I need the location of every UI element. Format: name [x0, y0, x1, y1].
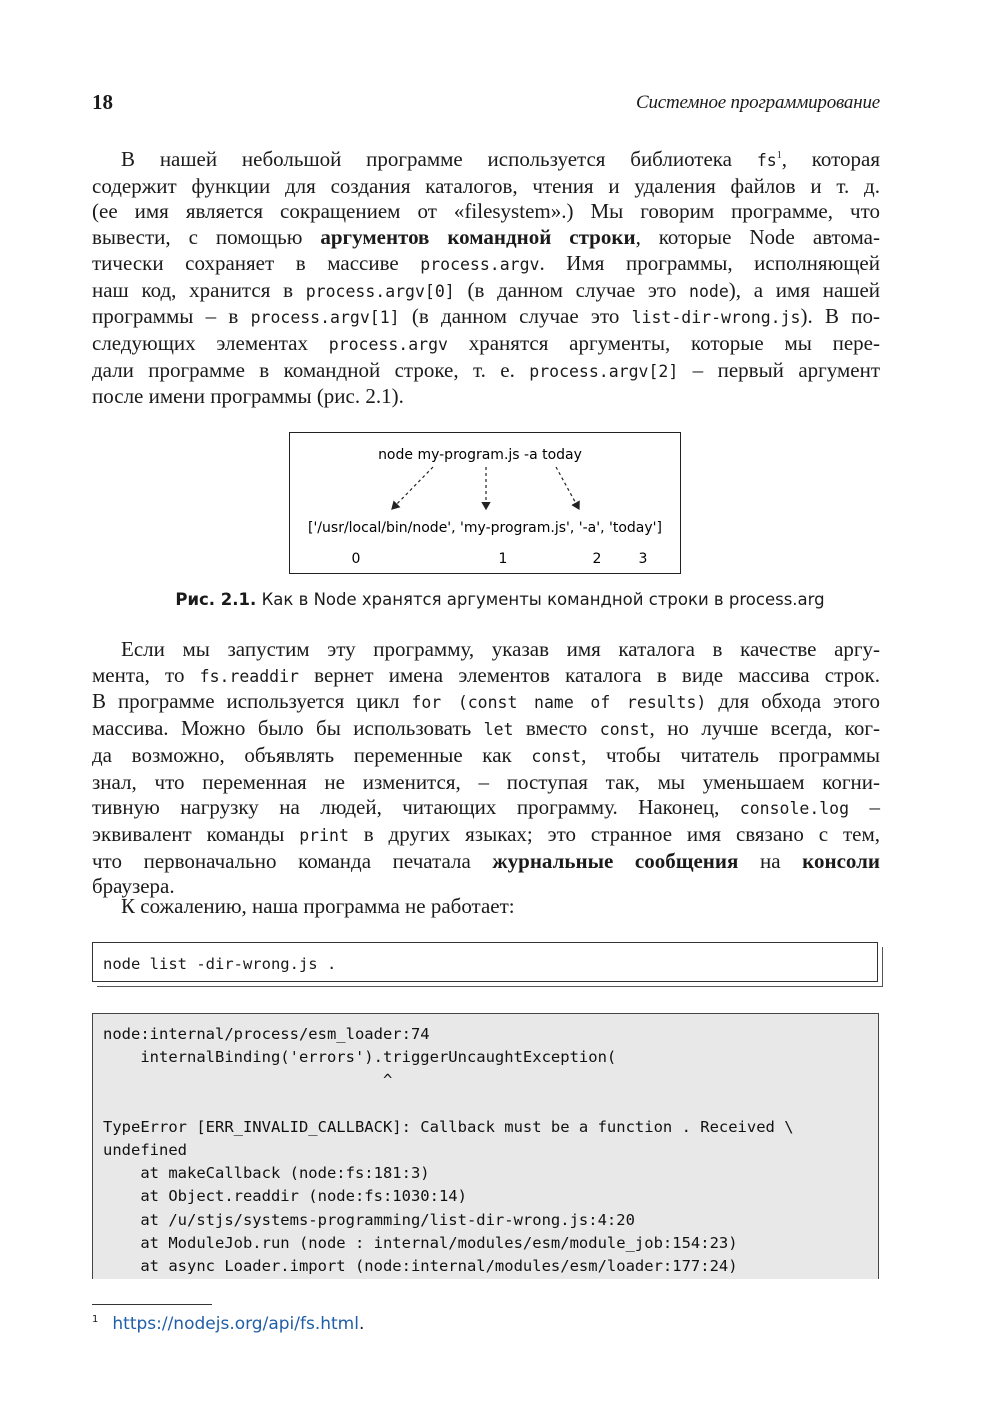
- text-run: следующих элементах: [92, 330, 329, 355]
- inline-code: const: [599, 720, 650, 740]
- footnote-mark: 1: [92, 1314, 99, 1325]
- command-code-block: [92, 942, 878, 982]
- paragraph1-line: [92, 251, 880, 278]
- text-run: на: [738, 848, 803, 873]
- inline-code: process.argv: [420, 254, 540, 274]
- inline-code: process.argv[1]: [250, 308, 400, 328]
- arrow-to-2: [556, 467, 579, 509]
- text-run: В программе используется цикл: [92, 689, 412, 714]
- text-run: эквивалент команды: [92, 821, 300, 846]
- paragraph2-line: [92, 849, 880, 875]
- paragraph1-line: [92, 278, 880, 305]
- caption-label: Рис. 2.1.: [175, 590, 257, 609]
- caption-text: Как в Node хранятся аргументы командной строки в process.arg: [261, 590, 825, 609]
- text-run: мента, то: [92, 662, 200, 687]
- command-label: node my-program.js -a today: [378, 447, 582, 463]
- bold-term: аргументов командной строки: [320, 225, 636, 250]
- text-run: (ее имя является сокращением от «filesystem».) Мы говорим программе, что: [92, 199, 880, 224]
- paragraph-2: [92, 637, 880, 900]
- text-run: в других языках; это странное имя связано с тем,: [348, 821, 880, 846]
- page-number: 18: [92, 90, 113, 114]
- inline-code: const: [531, 746, 582, 766]
- paragraph1-line: [92, 358, 880, 385]
- paragraph2-line: [92, 716, 880, 743]
- footnote-ref: 1: [776, 150, 782, 161]
- text-run: наш код, хранится в: [92, 277, 306, 302]
- inline-code: process.argv[0]: [305, 281, 455, 301]
- index-2: 2: [592, 551, 602, 567]
- text-run: после имени программы (рис. 2.1).: [92, 384, 404, 409]
- inline-code: process.argv[2]: [529, 361, 679, 381]
- running-head: Системное программирование: [636, 92, 880, 113]
- text-run: программы – в: [92, 304, 251, 329]
- paragraph-3: [92, 894, 880, 920]
- footnote: [92, 1314, 364, 1334]
- text-run: , но лучше всегда, ког-: [649, 716, 880, 741]
- inline-code: fs: [756, 151, 777, 170]
- paragraph1-line: [92, 147, 880, 174]
- bold-term: консоли: [802, 848, 881, 873]
- paragraph2-line: [92, 743, 880, 770]
- text-run: (в данном случае это: [454, 277, 690, 302]
- inline-code: print: [299, 825, 349, 845]
- index-1: 1: [498, 551, 508, 567]
- figure-diagram: [290, 433, 682, 575]
- paragraph-3-text: К сожалению, наша программа не работает:: [121, 894, 515, 918]
- footnote-rule: [92, 1304, 212, 1305]
- text-run: дали программе в командной строке, т. е.: [92, 357, 530, 382]
- inline-code: node: [689, 281, 729, 301]
- text-run: . Имя программы, исполняющей: [539, 250, 880, 275]
- paragraph2-line: [92, 663, 880, 690]
- text-run: содержит функции для создания каталогов, чтения и удаления файлов и т. д.: [92, 173, 880, 198]
- index-0: 0: [351, 551, 361, 567]
- paragraph2-line: [92, 822, 880, 849]
- inline-code: fs.readdir: [199, 666, 299, 686]
- paragraph2-line: [92, 637, 880, 663]
- paragraph1-line: [92, 304, 880, 331]
- text-run: В нашей небольшой программе используется библиотека: [121, 147, 757, 171]
- inline-code: let: [483, 720, 514, 740]
- paragraph1-line: [92, 225, 880, 251]
- text-run: – первый аргумент: [678, 357, 881, 382]
- text-run: , которая: [781, 147, 880, 171]
- text-run: браузера.: [92, 874, 175, 899]
- arrow-to-0: [392, 467, 433, 509]
- paragraph2-line: [92, 689, 880, 716]
- figure-2-1: [289, 432, 681, 574]
- inline-code: list-dir-wrong.js: [631, 308, 801, 328]
- index-3: 3: [638, 551, 648, 567]
- argv-array: ['/usr/local/bin/node', 'my-program.js', '-a', 'today']: [308, 520, 662, 536]
- page-header: [92, 90, 880, 118]
- paragraph2-line: [92, 770, 880, 796]
- text-run: хранятся аргументы, которые мы пере-: [447, 330, 880, 355]
- text-run: (в данном случае это: [399, 304, 632, 329]
- inline-code: for (const name of results): [411, 693, 707, 713]
- text-run: ). В по-: [800, 304, 881, 329]
- text-run: вернет имена элементов каталога в виде массива строк.: [298, 662, 880, 687]
- text-run: вместо: [513, 716, 600, 741]
- text-run: , которые Node автома-: [635, 225, 880, 250]
- text-run: тивную нагрузку на людей, читающих программу. Наконец,: [92, 795, 740, 820]
- text-run: тически сохраняет в массиве: [92, 250, 421, 275]
- footnote-link[interactable]: https://nodejs.org/api/fs.html: [112, 1314, 359, 1334]
- paragraph-1: [92, 147, 880, 410]
- text-run: да возможно, объявлять переменные как: [92, 742, 532, 767]
- figure-caption: [0, 590, 1000, 609]
- error-output-block: [92, 1013, 879, 1279]
- command-code: node list -dir-wrong.js .: [103, 955, 337, 973]
- inline-code: console.log: [739, 799, 850, 819]
- error-output: node:internal/process/esm_loader:74 internalBinding('errors').triggerUncaughtException( ^ TypeError [ERR_INVALID_CALLBACK]: Callback must be a function . Received \ undefined at makeCallback (node:fs:181:3) at Object.readdir (node:fs:1030:14) at /u/stjs/systems-programming/list-dir-wrong.js:4:20 at ModuleJob.run (node : internal/modules/esm/module_job:154:23) at async Loader.import (node:internal/modules/esm/loader:177:24): [103, 1025, 794, 1276]
- paragraph1-line: [92, 199, 880, 225]
- footnote-trailing: .: [358, 1314, 365, 1334]
- bold-term: журнальные сообщения: [492, 848, 739, 873]
- text-run: –: [849, 795, 880, 820]
- text-run: , чтобы читатель программы: [581, 742, 880, 767]
- paragraph1-line: [92, 331, 880, 358]
- inline-code: process.argv: [328, 334, 448, 354]
- text-run: ), а имя нашей: [728, 277, 881, 302]
- text-run: вывести, с помощью: [92, 225, 321, 250]
- text-run: что первоначально команда печатала: [92, 848, 493, 873]
- paragraph1-line: [92, 384, 880, 410]
- text-run: массива. Можно было бы использовать: [92, 716, 484, 741]
- text-run: Если мы запустим эту программу, указав имя каталога в качестве аргу-: [121, 637, 880, 661]
- text-run: для обхода этого: [706, 689, 881, 714]
- paragraph1-line: [92, 174, 880, 200]
- text-run: знал, что переменная не изменится, – поступая так, мы уменьшаем когни-: [92, 769, 880, 794]
- paragraph2-line: [92, 795, 880, 822]
